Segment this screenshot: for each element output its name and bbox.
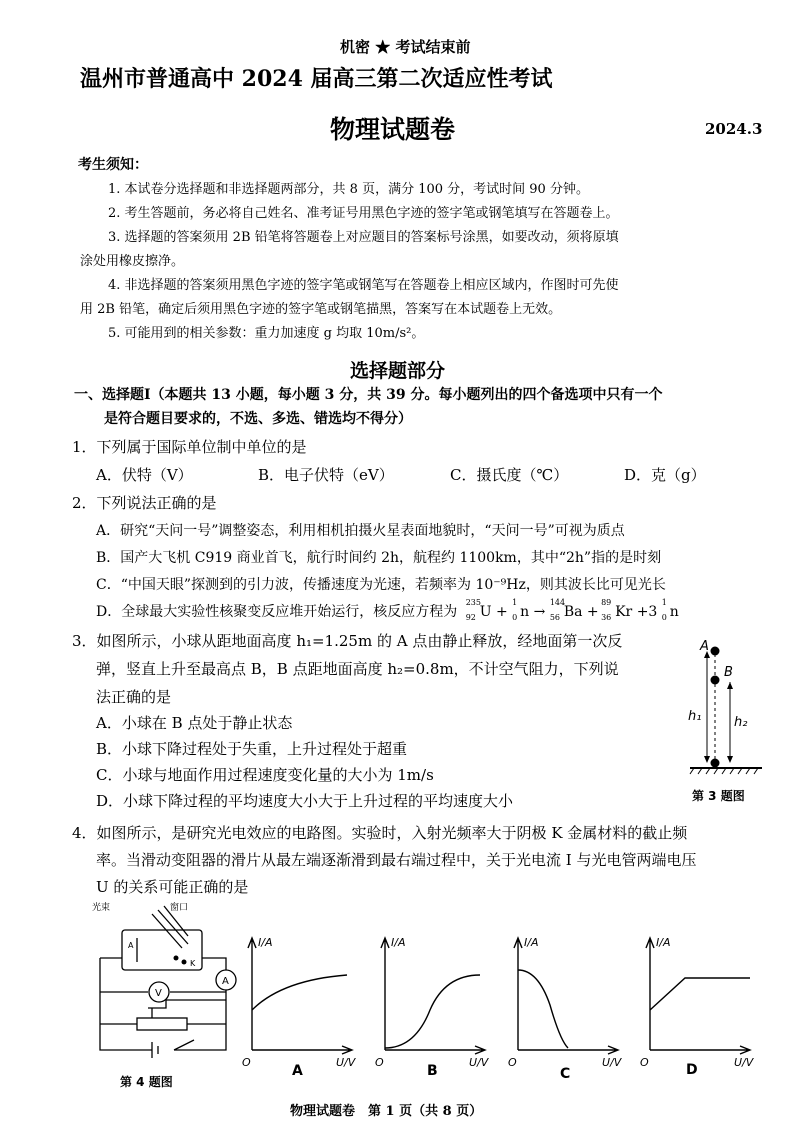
q1-option-c: C．摄氏度（℃）: [450, 466, 569, 484]
ammeter-label: A: [222, 976, 229, 987]
option-label: C: [560, 1066, 571, 1080]
q4-stem-line2: 率。当滑动变阻器的滑片从最左端逐渐滑到最右端过程中，关于光电流 I 与光电管两端电压: [96, 851, 697, 869]
q2-option-a: A．研究“天问一号”调整姿态，利用相机拍摄火星表面地貌时，“天问一号”可视为质点: [96, 523, 625, 539]
x-label: U/V: [336, 1056, 356, 1069]
tube-label-k: K: [190, 959, 196, 968]
y-axis: [646, 938, 654, 1050]
q3-option-d: D．小球下降过程的平均速度大小大于上升过程的平均速度大小: [96, 792, 514, 810]
y-label: I/A: [656, 936, 671, 949]
option-label: B: [427, 1063, 438, 1079]
x-label: U/V: [734, 1056, 754, 1069]
x-axis: [385, 1046, 485, 1054]
q4-stem-line3: U 的关系可能正确的是: [96, 878, 249, 896]
paper-title: 物理试题卷: [330, 115, 456, 144]
q2-option-b: B．国产大飞机 C919 商业首飞，航行时间约 2h，航程约 1100km，其中“2h”指的是时刻: [96, 550, 662, 566]
origin-label: O: [375, 1056, 384, 1069]
instruction-item: 2. 考生答题前，务必将自己姓名、准考证号用黑色字迹的签字笔或钢笔填写在答题卷上。: [108, 206, 619, 221]
q3-option-b: B．小球下降过程处于失重，上升过程处于超重: [96, 740, 408, 758]
instruction-item: 5. 可能用到的相关参数：重力加速度 g 均取 10m/s²。: [108, 326, 425, 341]
ball-at-ground: [711, 759, 720, 768]
exam-title: 温州市普通高中 2024 届高三第二次适应性考试: [80, 66, 553, 92]
rheostat: [137, 1018, 187, 1030]
voltmeter-label: V: [155, 988, 162, 999]
q3-caption: 第 3 题图: [692, 789, 745, 803]
y-label: I/A: [258, 936, 273, 949]
instruction-item: 1. 本试卷分选择题和非选择题两部分，共 8 页，满分 100 分，考试时间 90 分钟。: [108, 182, 589, 197]
q3-stem-line2: 弹，竖直上升至最高点 B，B 点距地面高度 h₂=0.8m，不计空气阻力，下列说: [96, 660, 619, 678]
wire-bottom-right: [174, 990, 226, 1050]
wire-top-right: [202, 958, 226, 970]
q2-option-c: C．“中国天眼”探测到的引力波，传播速度为光速，若频率为 10⁻⁹Hz，则其波长比可见光长: [96, 577, 666, 593]
tube-label-a: A: [128, 941, 134, 950]
q3-stem-line3: 法正确的是: [96, 688, 172, 706]
neutron: 1 0 n: [512, 598, 530, 622]
instruction-item: 涂处用橡皮擦净。: [80, 254, 185, 269]
q3-option-a: A．小球在 B 点处于静止状态: [96, 714, 293, 732]
origin-label: O: [242, 1056, 251, 1069]
ball-at-a: [711, 647, 720, 656]
label-h1: h₁: [688, 709, 702, 724]
label-h2: h₂: [734, 715, 748, 730]
q2-option-d: [96, 598, 679, 622]
light-label: 光束: [92, 903, 111, 913]
barium-nuclide: 144 56 Ba: [549, 598, 583, 622]
curve-c: [518, 970, 568, 1048]
switch: [174, 1040, 194, 1050]
ball-at-b: [711, 676, 720, 685]
krypton-nuclide: 89 36 Kr: [601, 598, 633, 622]
reaction-equation: 235 92 U + 1 0 n → 144 56 Ba + 89 36 Kr +3 1 0 n: [465, 598, 679, 622]
q3-figure: [680, 640, 770, 810]
section-title: 选择题部分: [350, 360, 446, 382]
graph-option-c: [508, 930, 628, 1080]
y-axis: [514, 938, 522, 1050]
y-label: I/A: [524, 936, 539, 949]
q4-caption: 第 4 题图: [120, 1075, 173, 1089]
instruction-item: 4. 非选择题的答案须用黑色字迹的签字笔或钢笔写在答题卷上相应区域内，作图时可先使: [108, 278, 619, 293]
y-label: I/A: [391, 936, 406, 949]
y-axis: [248, 938, 256, 1050]
q2-option-d-text: D．全球最大实验性核聚变反应堆开始运行，核反应方程为: [96, 604, 458, 620]
x-axis: [650, 1046, 750, 1054]
light-beam: [152, 914, 182, 948]
q1-option-b: B．电子伏特（eV）: [258, 466, 394, 484]
confidential-label: 机密 ★ 考试结束前: [340, 38, 471, 56]
window-label: 窗口: [170, 903, 189, 913]
instruction-item: 3. 选择题的答案须用 2B 铅笔将答题卷上对应题目的答案标号涂黑，如要改动，须将原填: [108, 230, 619, 245]
part-instructions: 一、选择题Ⅰ（本题共 13 小题，每小题 3 分，共 39 分。每小题列出的四个备选项中只有一个: [74, 387, 663, 403]
wire-left: [100, 958, 152, 1050]
q1-option-d: D．克（g）: [624, 466, 706, 484]
graph-option-b: [375, 930, 495, 1080]
x-label: U/V: [469, 1056, 489, 1069]
label-a: A: [700, 640, 709, 654]
exam-date: 2024.3: [705, 120, 763, 138]
rheostat-slider: [148, 1000, 226, 1018]
option-label: D: [686, 1062, 698, 1078]
q2-stem: 2．下列说法正确的是: [72, 494, 217, 512]
q1-stem: 1．下列属于国际单位制中单位的是: [72, 438, 307, 456]
q3-stem-line1: 3．如图所示，小球从距地面高度 h₁=1.25m 的 A 点由静止释放，经地面第一次反: [72, 632, 623, 650]
origin-label: O: [640, 1056, 649, 1069]
label-b: B: [724, 665, 733, 680]
neutron: 1 0 n: [661, 598, 679, 622]
origin-label: O: [508, 1056, 517, 1069]
instruction-item: 用 2B 铅笔，确定后须用黑色字迹的签字笔或钢笔描黑，答案写在本试题卷上无效。: [80, 302, 562, 317]
uranium-nuclide: 235 92 U: [465, 598, 492, 622]
curve-b: [385, 975, 480, 1048]
option-label: A: [292, 1063, 303, 1079]
x-label: U/V: [602, 1056, 622, 1069]
curve-d: [650, 978, 750, 1010]
q3-option-c: C．小球与地面作用过程速度变化量的大小为 1m/s: [96, 766, 434, 784]
curve-a: [252, 975, 347, 1010]
q4-circuit-figure: [92, 900, 242, 1100]
q4-stem-line1: 4．如图所示，是研究光电效应的电路图。实验时，入射光频率大于阴极 K 金属材料的截止频: [72, 824, 688, 842]
page-footer: 物理试题卷 第 1 页（共 8 页）: [290, 1104, 483, 1119]
instructions-heading: 考生须知：: [78, 157, 148, 173]
y-axis: [381, 938, 389, 1050]
x-axis: [252, 1046, 352, 1054]
q1-option-a: A．伏特（V）: [96, 466, 193, 484]
part-instructions-cont: 是符合题目要求的，不选、多选、错选均不得分）: [104, 411, 412, 427]
graph-option-d: [640, 930, 765, 1080]
graph-option-a: [242, 930, 362, 1080]
